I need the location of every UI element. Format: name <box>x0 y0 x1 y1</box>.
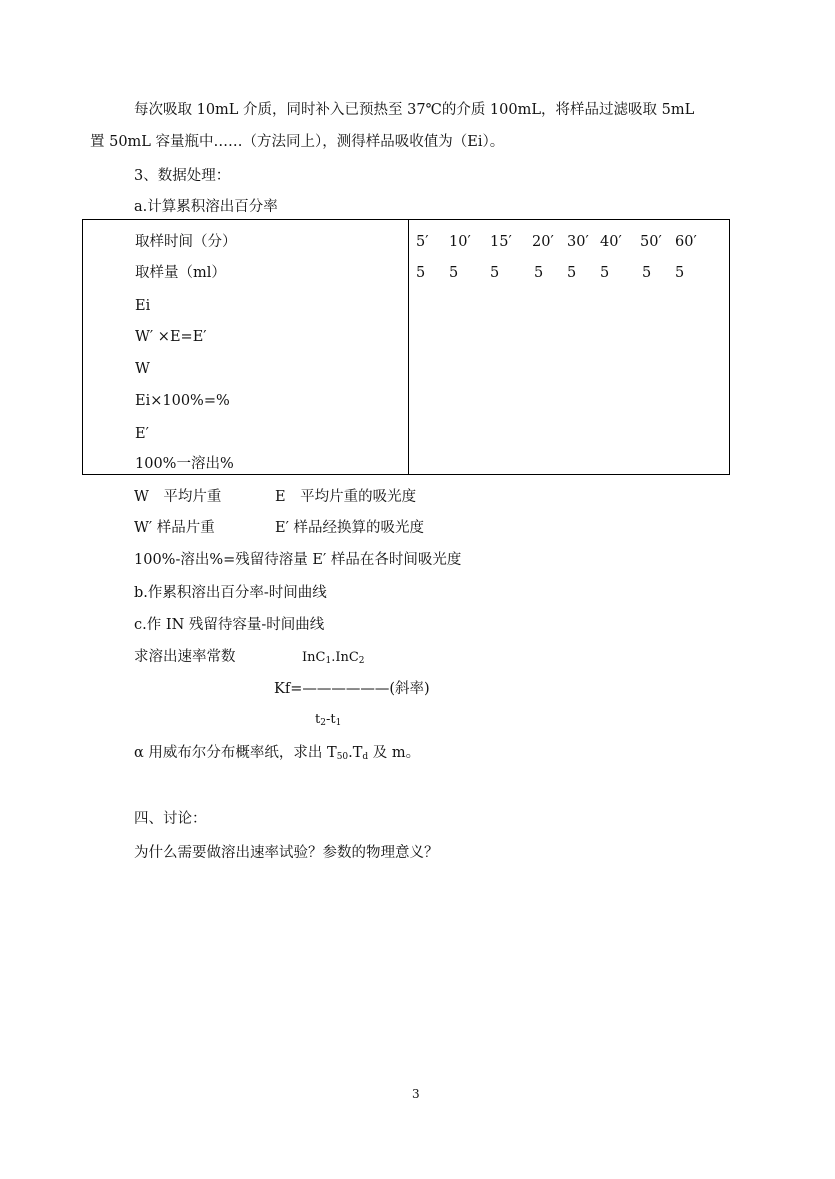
volume-cell: 5 <box>600 265 610 281</box>
legend-remaining: 100%-溶出%=残留待溶量 E′ 样品在各时间吸光度 <box>134 552 462 568</box>
row-label-w: W <box>135 361 150 377</box>
formula-label: 求溶出速率常数 <box>134 649 236 665</box>
step-c: c.作 IN 残留待容量-时间曲线 <box>134 617 325 633</box>
legend-w-prime: W′ 样品片重 <box>134 520 215 536</box>
row-label-sampling-time: 取样时间（分） <box>135 234 237 250</box>
paragraph-line-1: 每次吸取 10mL 介质，同时补入已预热至 37℃的介质 100mL，将样品过滤吸取 5mL <box>134 102 695 118</box>
weibull-end: 及 m。 <box>368 745 421 761</box>
row-label-e-prime: E′ <box>135 426 149 442</box>
denominator-sub-1: 2 <box>320 718 326 728</box>
volume-cell: 5 <box>449 265 459 281</box>
time-cell: 30′ <box>567 234 589 250</box>
time-cell: 40′ <box>600 234 622 250</box>
formula-kf: Kf=——————(斜率) <box>274 681 430 697</box>
legend-e: E 平均片重的吸光度 <box>275 489 417 505</box>
time-cell: 20′ <box>532 234 554 250</box>
time-cell: 60′ <box>675 234 697 250</box>
sub-a-heading: a.计算累积溶出百分率 <box>134 199 278 215</box>
formula-numerator <box>302 651 365 666</box>
row-label-w-prime-e: W′ ×E=E′ <box>135 329 207 345</box>
step-b: b.作累积溶出百分率-时间曲线 <box>134 585 327 601</box>
discussion-question: 为什么需要做溶出速率试验？参数的物理意义？ <box>134 845 439 861</box>
denominator-term-1: t <box>315 712 321 727</box>
weibull-td: .T <box>348 745 363 761</box>
weibull-sub-d: d <box>362 752 369 762</box>
weibull-line <box>134 746 420 762</box>
time-cell: 50′ <box>640 234 662 250</box>
time-cell: 5′ <box>416 234 429 250</box>
legend-w: W 平均片重 <box>134 489 222 505</box>
row-label-remaining: 100%一溶出% <box>135 456 234 472</box>
formula-denominator <box>315 713 341 728</box>
volume-cell: 5 <box>642 265 652 281</box>
data-table <box>82 219 730 475</box>
numerator-sub-2: 2 <box>358 656 365 666</box>
volume-cell: 5 <box>534 265 544 281</box>
volume-cell: 5 <box>567 265 577 281</box>
volume-cell: 5 <box>416 265 426 281</box>
row-label-ei-percent: Ei×100%=% <box>135 393 230 409</box>
weibull-sub-50: 50 <box>336 752 349 762</box>
volume-cell: 5 <box>675 265 685 281</box>
table-divider <box>408 220 409 474</box>
page-number: 3 <box>412 1087 420 1101</box>
denominator-sub-2: 1 <box>335 718 342 728</box>
time-cell: 15′ <box>490 234 512 250</box>
denominator-term-2: -t <box>325 712 336 727</box>
weibull-text: α 用威布尔分布概率纸，求出 T <box>134 745 337 761</box>
row-label-ei: Ei <box>135 298 151 314</box>
numerator-sub-1: 1 <box>325 656 332 666</box>
legend-e-prime: E′ 样品经换算的吸光度 <box>275 520 424 536</box>
volume-cell: 5 <box>490 265 500 281</box>
paragraph-line-2: 置 50mL 容量瓶中……（方法同上），测得样品吸收值为（Ei）。 <box>90 134 505 150</box>
row-label-sampling-volume: 取样量（ml） <box>135 265 226 281</box>
numerator-term-1: InC <box>302 650 326 665</box>
time-cell: 10′ <box>449 234 471 250</box>
section-3-heading: 3、数据处理： <box>134 168 231 184</box>
numerator-term-2: .InC <box>331 650 359 665</box>
section-4-heading: 四、讨论： <box>134 811 207 827</box>
